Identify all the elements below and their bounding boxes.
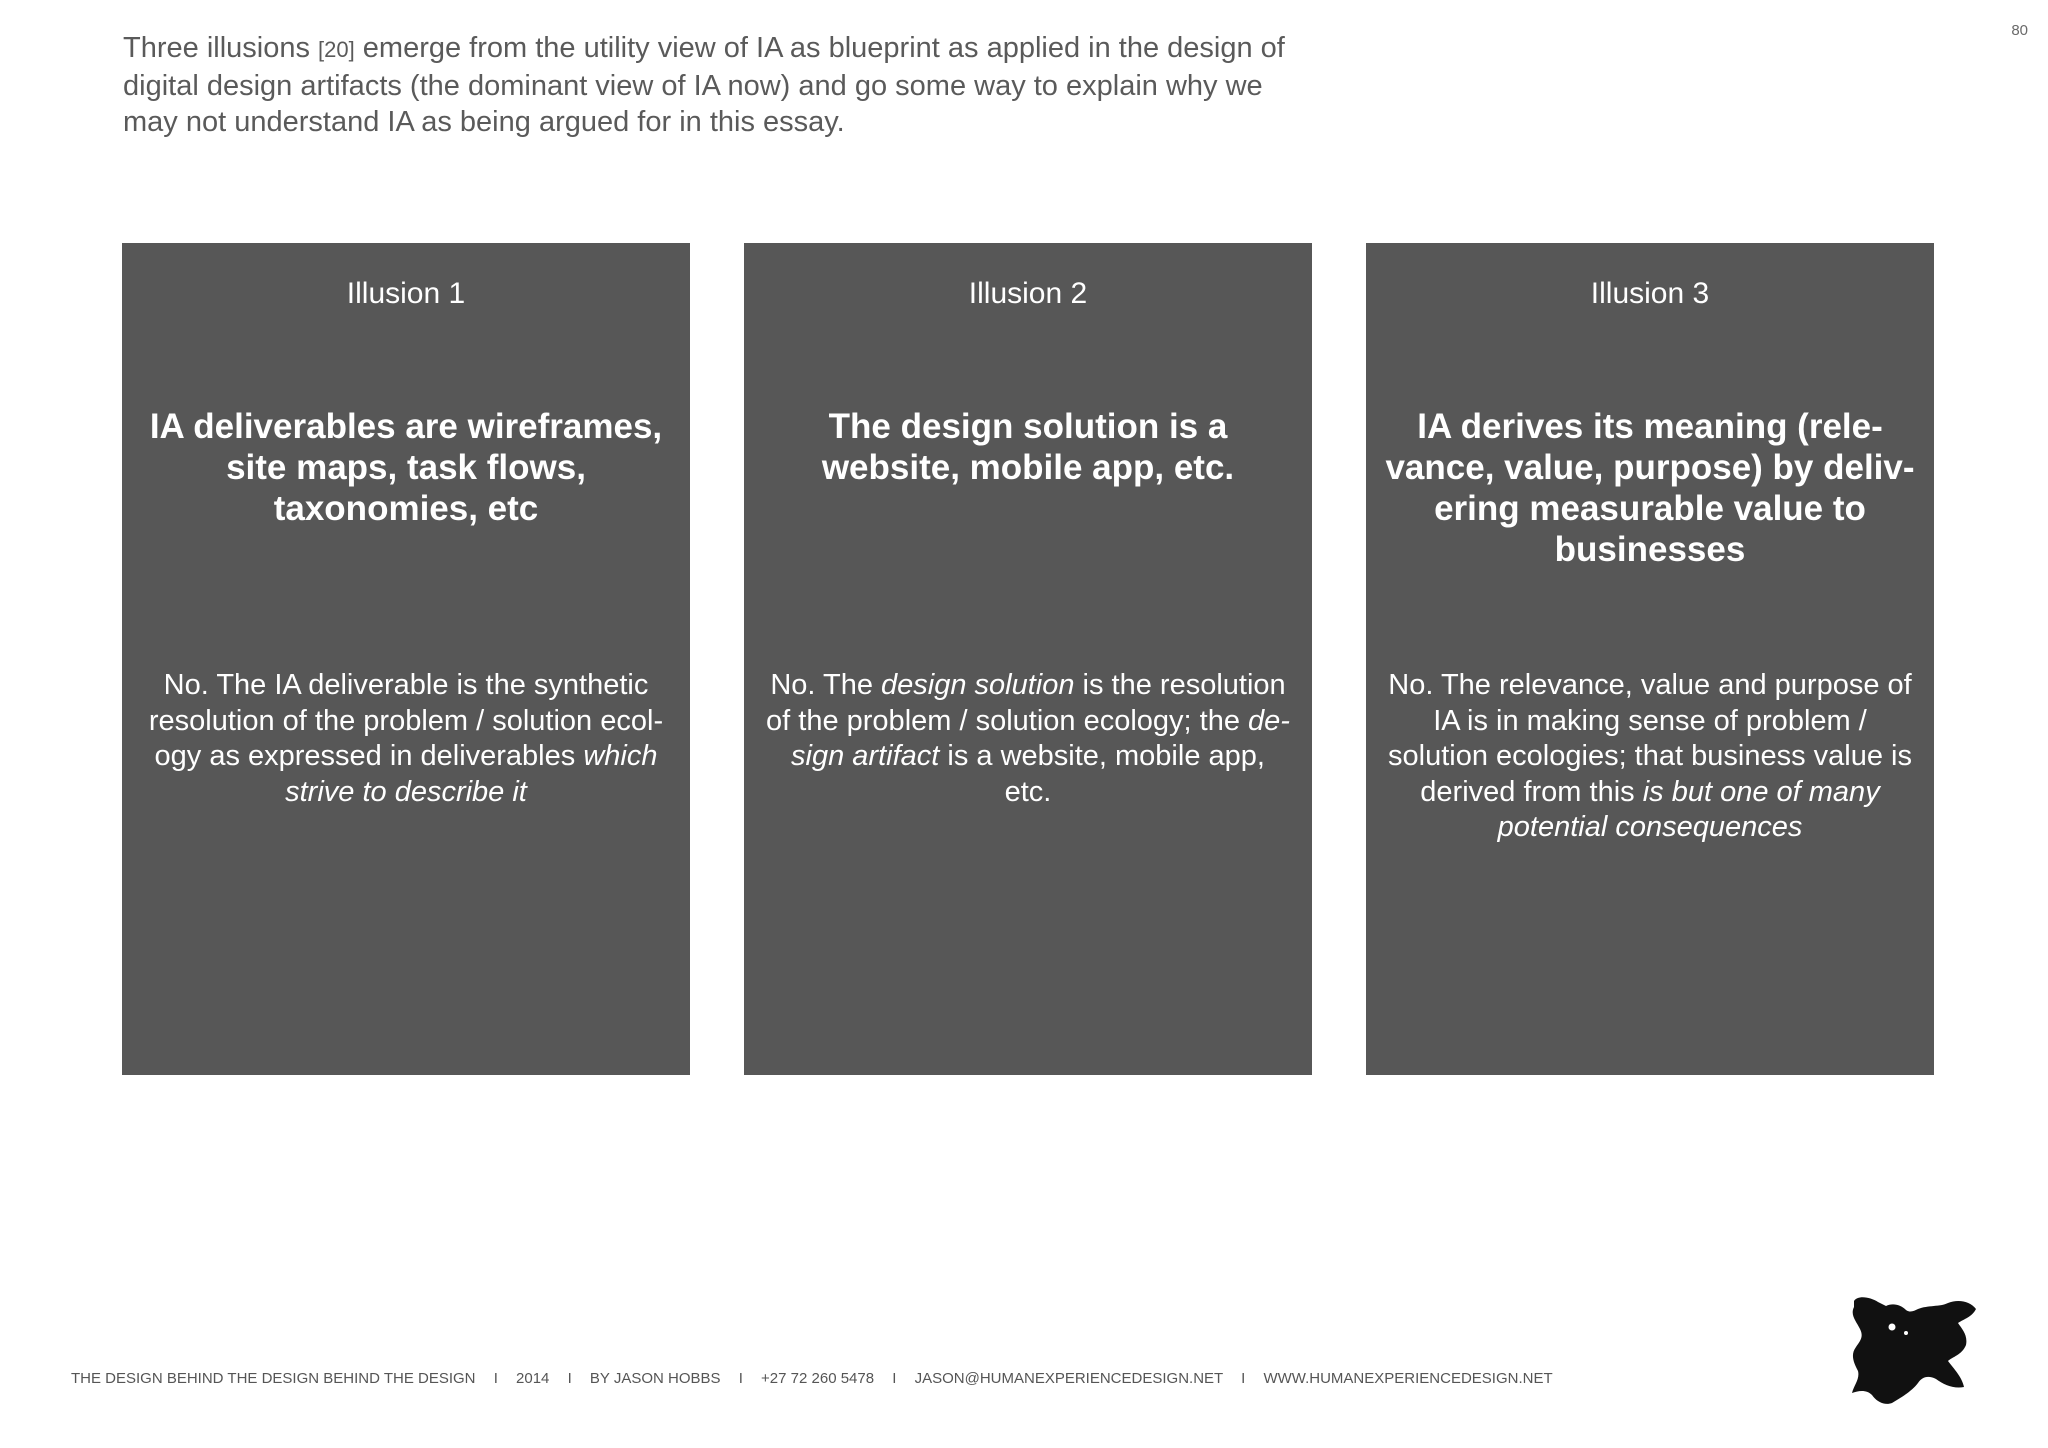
illusion-claim: IA derives its meaning (rele-vance, value, purpose) by deliv-ering measurable value to businesses	[1385, 407, 1915, 569]
illusion-claim: IA deliverables are wireframes, site maps, task flows, taxonomies, etc	[149, 407, 663, 528]
footer-separator: I	[892, 1370, 897, 1387]
footer-title: THE DESIGN BEHIND THE DESIGN BEHIND THE DESIGN	[71, 1370, 476, 1387]
rebuttal-text: is a website, mobile app, etc.	[939, 740, 1265, 808]
rebuttal-italic-text: de-sign artifact	[791, 704, 1290, 772]
rebuttal-text: is the resolution of the problem / solution ecology; the	[766, 669, 1286, 737]
rebuttal-text: No. The relevance, value and purpose of IA is in making sense of problem / solution ecologies; that business value is derived from this	[1388, 669, 1912, 808]
illusion-card-3	[1366, 243, 1934, 1075]
footer-email: JASON@HUMANEXPERIENCEDESIGN.NET	[914, 1370, 1223, 1387]
intro-text-start: Three illusions	[123, 32, 319, 64]
rebuttal-text: No. The IA deliverable is the synthetic resolution of the problem / solution ecol-ogy as expressed in deliverables	[148, 669, 664, 772]
illusion-card-2	[744, 243, 1312, 1075]
footer-year: 2014	[516, 1370, 550, 1387]
footer-separator: I	[1241, 1370, 1246, 1387]
rebuttal-italic-text: design solution	[881, 669, 1075, 701]
intro-text-end: emerge from the utility view of IA as blueprint as applied in the design of digital design artifacts (the dominant view of IA now) and go some way to explain why we may not understand IA as being argued for in this essay.	[123, 32, 1285, 138]
intro-paragraph	[123, 30, 1303, 140]
rebuttal-italic-text: which strive to describe it	[285, 740, 658, 808]
rebuttal-italic-text: is but one of many potential consequences	[1497, 775, 1880, 843]
illusion-title: Illusion 2	[968, 277, 1088, 310]
illusion-title: Illusion 3	[1590, 277, 1710, 310]
footer-website: WWW.HUMANEXPERIENCEDESIGN.NET	[1263, 1370, 1553, 1387]
illusion-rebuttal	[144, 668, 668, 810]
rebuttal-text: No. The	[770, 669, 882, 701]
illusion-claim: The design solution is a website, mobile app, etc.	[821, 407, 1235, 487]
footer-phone: +27 72 260 5478	[761, 1370, 875, 1387]
page-number: 80	[2011, 22, 2028, 39]
creature-logo-icon	[1848, 1293, 1978, 1407]
citation-reference: [20]	[318, 37, 355, 62]
footer-separator: I	[493, 1370, 498, 1387]
illusion-rebuttal	[766, 668, 1290, 810]
footer-author: BY JASON HOBBS	[589, 1370, 721, 1387]
illusion-rebuttal	[1388, 668, 1912, 846]
footer	[71, 1370, 1553, 1387]
footer-separator: I	[567, 1370, 572, 1387]
footer-separator: I	[738, 1370, 743, 1387]
illusion-card-1	[122, 243, 690, 1075]
illusion-title: Illusion 1	[346, 277, 466, 310]
